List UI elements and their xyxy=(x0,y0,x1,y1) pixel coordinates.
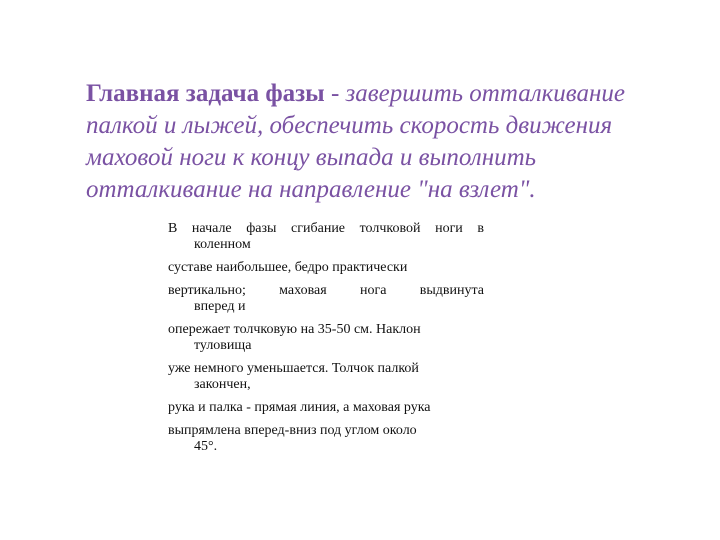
body-text xyxy=(168,221,484,462)
body-paragraph xyxy=(168,260,484,276)
paragraph-line: суставе наибольшее, бедро практически xyxy=(168,260,408,275)
body-paragraph xyxy=(168,423,484,455)
title-separator: - xyxy=(324,80,346,107)
slide-title xyxy=(86,78,646,206)
body-paragraph xyxy=(168,361,484,393)
paragraph-continuation: туловища xyxy=(194,338,252,353)
paragraph-line: рука и палка - прямая линия, а маховая рука xyxy=(168,400,431,415)
title-bold-text: Главная задача фазы xyxy=(86,80,325,107)
paragraph-line: выпрямлена вперед-вниз под углом около xyxy=(168,423,417,438)
paragraph-line: опережает толчковую на 35-50 см. Наклон xyxy=(168,322,421,337)
paragraph-line: вертикально; маховая нога выдвинута xyxy=(168,283,484,298)
paragraph-continuation: 45°. xyxy=(194,439,218,454)
paragraph-line: уже немного уменьшается. Толчок палкой xyxy=(168,361,419,376)
body-paragraph xyxy=(168,322,484,354)
paragraph-continuation: коленном xyxy=(194,237,251,252)
body-paragraph xyxy=(168,400,484,416)
paragraph-continuation: вперед и xyxy=(194,299,246,314)
paragraph-line: В начале фазы сгибание толчковой ноги в xyxy=(168,221,484,236)
title-italic-text: завершить отталкивание палкой и лыжей, обеспечить скорость движения маховой ноги к концу выпада и выполнить отталкивание на направление "на взлет". xyxy=(86,80,625,203)
paragraph-continuation: закончен, xyxy=(194,377,251,392)
body-paragraph xyxy=(168,221,484,253)
body-paragraph xyxy=(168,283,484,315)
